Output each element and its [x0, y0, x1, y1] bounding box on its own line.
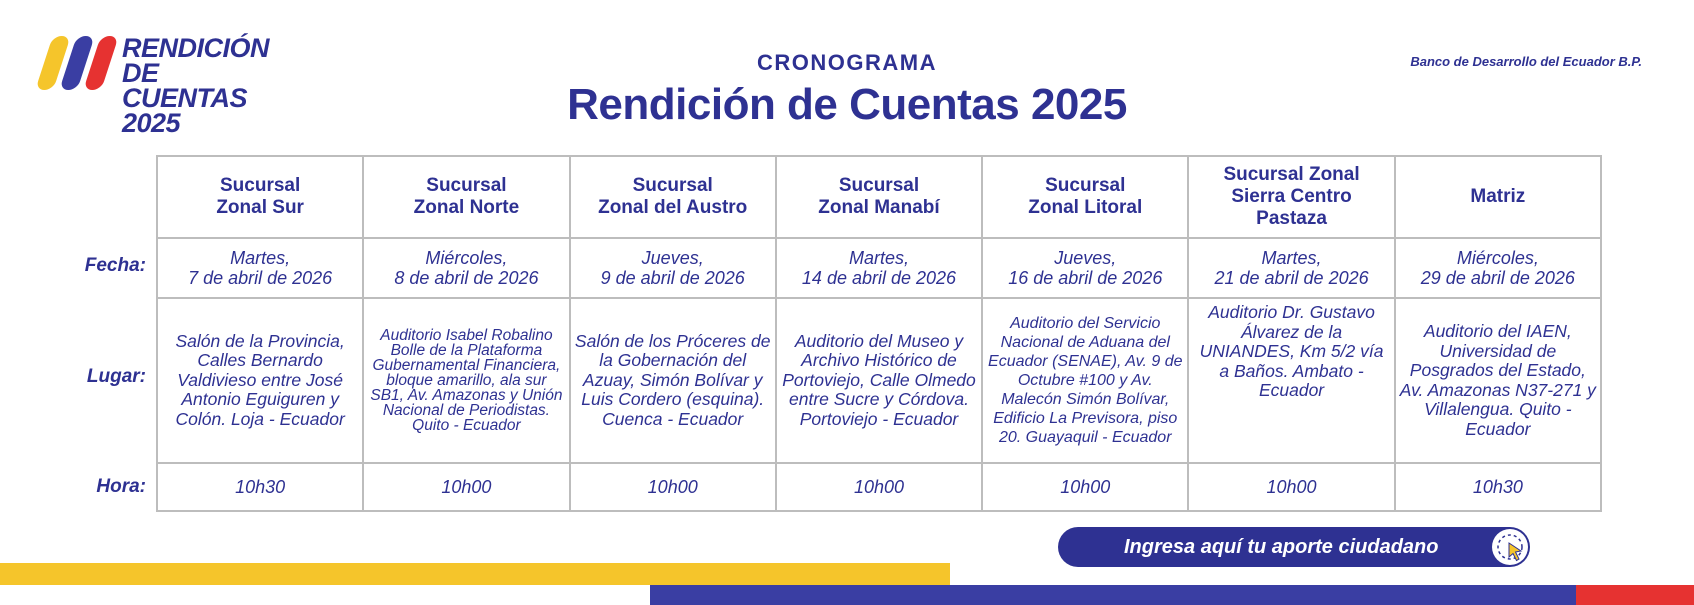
date-cell: Jueves, 16 de abril de 2026 — [982, 238, 1188, 298]
time-cell: 10h00 — [776, 463, 982, 511]
venue-cell: Auditorio Isabel Robalino Bolle de la Plataforma Gubernamental Financiera, bloque amarillo, ala sur SB1, Av. Amazonas y Unión Nacional de Periodistas. Quito - Ecuador — [363, 298, 569, 463]
time-cell: 10h30 — [1395, 463, 1601, 511]
date-cell: Jueves, 9 de abril de 2026 — [570, 238, 776, 298]
column-header: Sucursal Zonal Litoral — [982, 156, 1188, 238]
column-header: Sucursal Zonal Norte — [363, 156, 569, 238]
venue-cell: Salón de los Próceres de la Gobernación del Azuay, Simón Bolívar y Luis Cordero (esquina). Cuenca - Ecuador — [570, 298, 776, 463]
time-cell: 10h00 — [1188, 463, 1394, 511]
time-cell: 10h30 — [157, 463, 363, 511]
date-cell: Martes, 21 de abril de 2026 — [1188, 238, 1394, 298]
time-cell: 10h00 — [363, 463, 569, 511]
date-cell: Martes, 7 de abril de 2026 — [157, 238, 363, 298]
venue-cell: Auditorio del IAEN, Universidad de Posgrados del Estado, Av. Amazonas N37-271 y Villalengua. Quito - Ecuador — [1395, 298, 1601, 463]
venue-cell: Salón de la Provincia, Calles Bernardo Valdivieso entre José Antonio Eguiguren y Colón. Loja - Ecuador — [157, 298, 363, 463]
schedule-table — [156, 155, 1602, 512]
date-cell: Miércoles, 29 de abril de 2026 — [1395, 238, 1601, 298]
date-cell: Martes, 14 de abril de 2026 — [776, 238, 982, 298]
venue-cell: Auditorio del Servicio Nacional de Aduana del Ecuador (SENAE), Av. 9 de Octubre #100 y Av. Malecón Simón Bolívar, Edificio La Previsora, piso 20. Guayaquil - Ecuador — [982, 298, 1188, 463]
column-header: Sucursal Zonal Sur — [157, 156, 363, 238]
organization-name: Banco de Desarrollo del Ecuador B.P. — [1410, 54, 1642, 69]
logo-year: 2025 — [122, 108, 181, 138]
page-title: Rendición de Cuentas 2025 — [567, 80, 1127, 129]
row-label-lugar: Lugar: — [86, 366, 146, 387]
fecha-row — [157, 238, 1601, 298]
venue-cell: Auditorio del Museo y Archivo Histórico de Portoviejo, Calle Olmedo entre Sucre y Córdova. Portoviejo - Ecuador — [776, 298, 982, 463]
decorative-bar-yellow — [0, 563, 950, 585]
venue-cell: Auditorio Dr. Gustavo Álvarez de la UNIANDES, Km 5/2 vía a Baños. Ambato - Ecuador — [1188, 298, 1394, 463]
column-header: Sucursal Zonal Sierra Centro Pastaza — [1188, 156, 1394, 238]
column-header: Sucursal Zonal del Austro — [570, 156, 776, 238]
logo-line1: RENDICIÓN DE — [122, 33, 270, 88]
row-label-fecha: Fecha: — [84, 255, 146, 276]
logo-line2: CUENTAS — [122, 83, 248, 113]
time-cell: 10h00 — [982, 463, 1188, 511]
row-label-hora: Hora: — [96, 476, 146, 497]
column-header: Sucursal Zonal Manabí — [776, 156, 982, 238]
hora-row — [157, 463, 1601, 511]
lugar-row — [157, 298, 1601, 463]
page-subtitle: CRONOGRAMA — [757, 50, 937, 75]
time-cell: 10h00 — [570, 463, 776, 511]
cursor-click-icon — [1492, 529, 1528, 565]
decorative-bar-red — [1576, 585, 1694, 605]
header-row — [157, 156, 1601, 238]
citizen-input-label: Ingresa aquí tu aporte ciudadano — [1124, 536, 1439, 558]
citizen-input-button[interactable] — [1058, 527, 1530, 567]
column-header: Matriz — [1395, 156, 1601, 238]
decorative-bar-blue — [650, 585, 1576, 605]
date-cell: Miércoles, 8 de abril de 2026 — [363, 238, 569, 298]
